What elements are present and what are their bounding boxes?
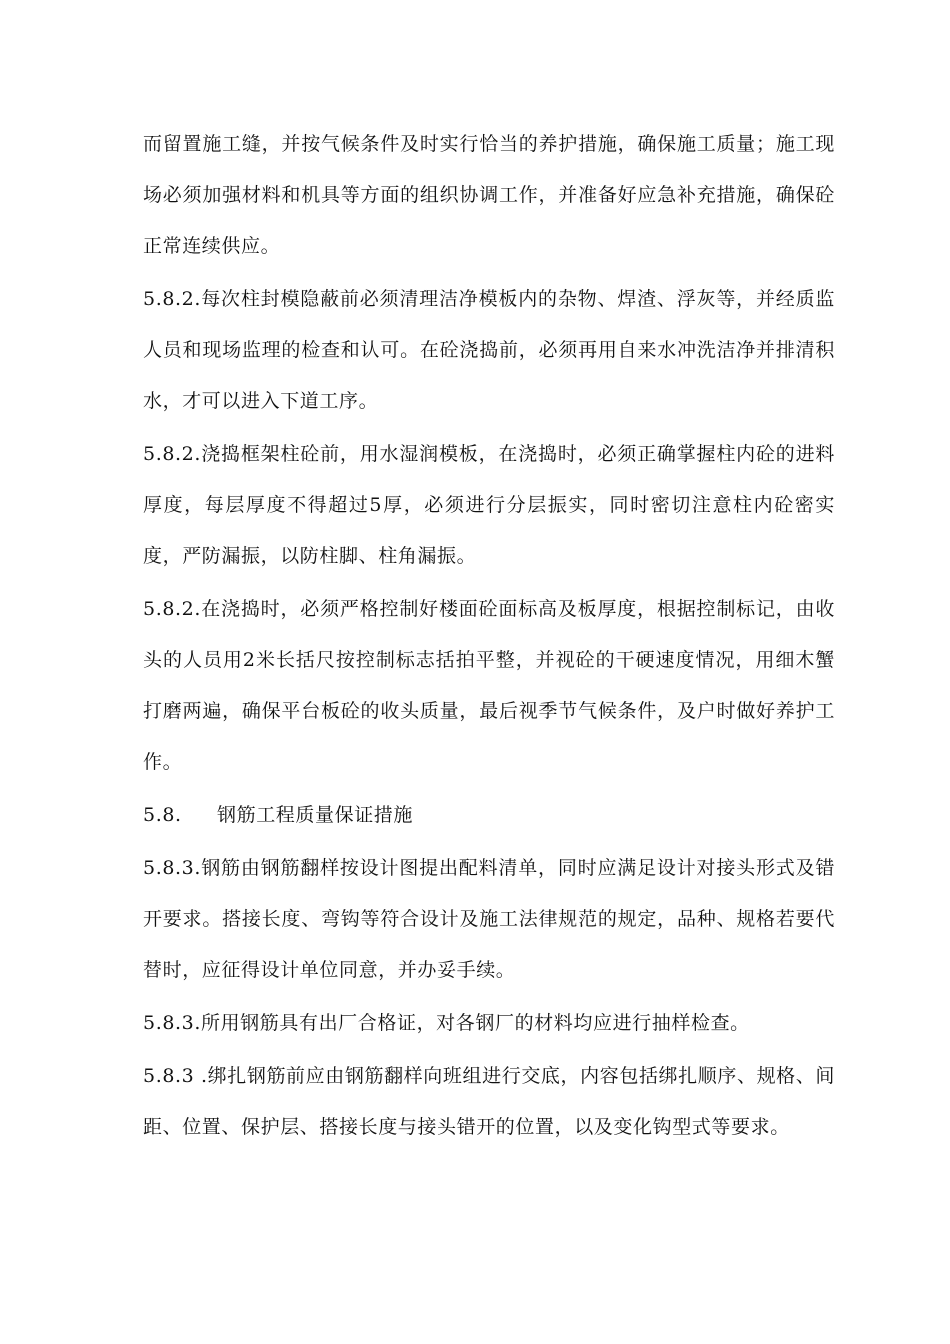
paragraph-5-8-3-c: 5.8.3 .绑扎钢筋前应由钢筋翻样向班组进行交底，内容包括绑扎顺序、规格、间距、位置、保护层、搭接长度与接头错开的位置，以及变化钩型式等要求。 [143,1065,835,1138]
section-number: 5.8. [143,804,182,826]
paragraph-5-8-2-b: 5.8.2.浇捣框架柱砼前，用水湿润模板，在浇捣时，必须正确掌握柱内砼的进料厚度，每层厚度不得超过5厚，必须进行分层振实，同时密切注意柱内砼密实度，严防漏振，以防柱脚、柱角漏振。 [143,443,835,567]
document-page [143,119,835,1155]
paragraph-continuation: 而留置施工缝，并按气候条件及时实行恰当的养护措施，确保施工质量；施工现场必须加强材料和机具等方面的组织协调工作，并准备好应急补充措施，确保砼正常连续供应。 [143,133,835,257]
paragraph-5-8-3-b: 5.8.3.所用钢筋具有出厂合格证，对各钢厂的材料均应进行抽样检查。 [143,1012,750,1034]
section-heading [143,790,835,841]
paragraph-5-8-2-a: 5.8.2.每次柱封模隐蔽前必须清理洁净模板内的杂物、焊渣、浮灰等，并经质监人员和现场监理的检查和认可。在砼浇捣前，必须再用自来水冲洗洁净并排清积水，才可以进入下道工序。 [143,288,835,412]
paragraph-5-8-2-c: 5.8.2.在浇捣时，必须严格控制好楼面砼面标高及板厚度，根据控制标记，由收头的人员用2米长括尺按控制标志括拍平整，并视砼的干硬速度情况，用细木蟹打磨两遍，确保平台板砼的收头质量，最后视季节气候条件，及户时做好养护工作。 [143,598,835,773]
section-title: 钢筋工程质量保证措施 [217,804,414,826]
paragraph-5-8-3-a: 5.8.3.钢筋由钢筋翻样按设计图提出配料清单，同时应满足设计对接头形式及错开要求。搭接长度、弯钩等符合设计及施工法律规范的规定，品种、规格若要代替时，应征得设计单位同意，并办妥手续。 [143,857,835,981]
